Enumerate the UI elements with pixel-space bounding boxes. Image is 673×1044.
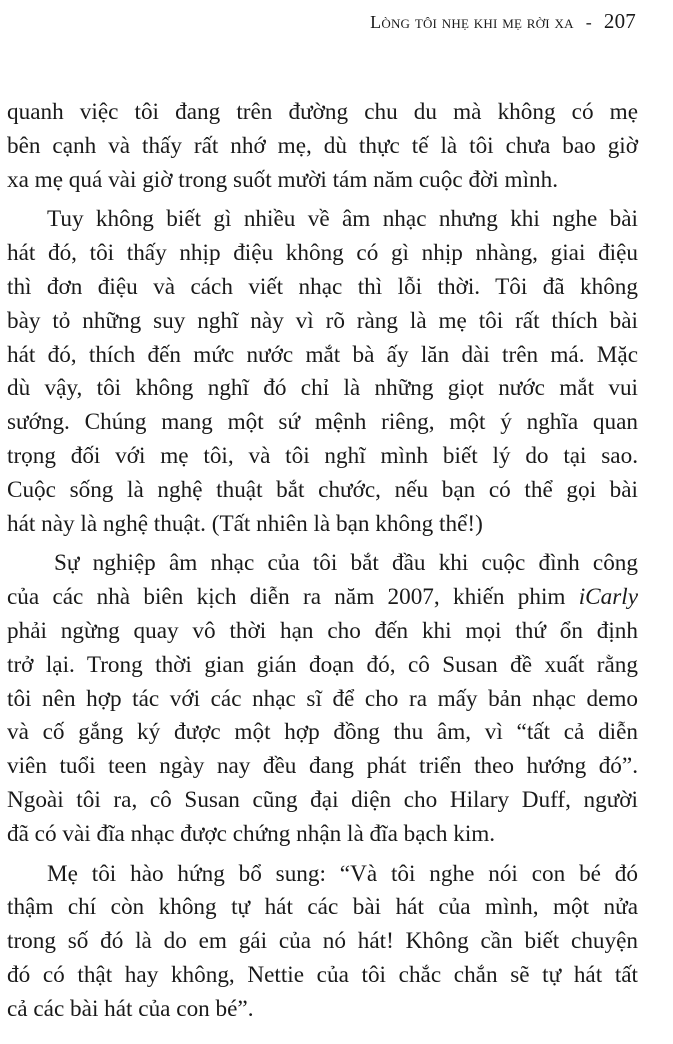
running-title: Lòng tôi nhẹ khi mẹ rời xa xyxy=(370,12,574,32)
text-line: Ngoài tôi ra, cô Susan cũng đại diện cho Hilary Duff, người xyxy=(7,786,638,813)
text-line xyxy=(7,581,638,615)
page-body xyxy=(7,96,638,1027)
text-line: hát này là nghệ thuật. (Tất nhiên là bạn không thể!) xyxy=(7,510,483,537)
text-line: trở lại. Trong thời gian gián đoạn đó, cô Susan đề xuất rằng xyxy=(7,651,638,678)
paragraph-4 xyxy=(7,858,638,1027)
text-line: đã có vài đĩa nhạc được chứng nhận là đĩa bạch kim. xyxy=(7,820,496,847)
text-line: viên tuổi teen ngày nay đều đang phát triển theo hướng đó”. xyxy=(7,753,638,780)
text-line: cả các bài hát của con bé”. xyxy=(7,995,254,1022)
text-line: sướng. Chúng mang một sứ mệnh riêng, một ý nghĩa quan xyxy=(7,409,638,436)
text-line: trọng đối với mẹ tôi, và tôi nghĩ mình biết lý do tại sao. xyxy=(7,442,638,469)
header-separator: - xyxy=(585,12,592,32)
text-line: hát đó, thích đến mức nước mắt bà ấy lăn dài trên má. Mặc xyxy=(7,341,638,368)
text-line: thậm chí còn không tự hát các bài hát của mình, một nửa xyxy=(7,894,638,921)
text-line: đó có thật hay không, Nettie của tôi chắc chắn sẽ tự hát tất xyxy=(7,961,638,988)
text-line: thì đơn điệu và cách viết nhạc thì lỗi thời. Tôi đã không xyxy=(7,273,638,300)
paragraph-3 xyxy=(7,547,638,851)
text-line: hát đó, tôi thấy nhịp điệu không có gì nhịp nhàng, giai điệu xyxy=(7,240,638,267)
text-line: bên cạnh và thấy rất nhớ mẹ, dù thực tế là tôi chưa bao giờ xyxy=(7,132,638,159)
text-line: quanh việc tôi đang trên đường chu du mà không có mẹ xyxy=(7,99,638,125)
text-line: Mẹ tôi hào hứng bổ sung: “Và tôi nghe nói con bé đó xyxy=(47,860,638,887)
italic-title: iCarly xyxy=(578,584,638,611)
text-segment: của các nhà biên kịch diễn ra năm 2007, khiến phim xyxy=(7,584,579,611)
text-line: xa mẹ quá vài giờ trong suốt mười tám năm cuộc đời mình. xyxy=(7,166,559,193)
text-line: trong số đó là do em gái của nó hát! Không cần biết chuyện xyxy=(7,928,638,955)
text-line: tôi nên hợp tác với các nhạc sĩ để cho ra mấy bản nhạc demo xyxy=(7,685,638,712)
text-line: dù vậy, tôi không nghĩ đó chỉ là những giọt nước mắt vui xyxy=(7,375,638,402)
running-header xyxy=(370,9,636,34)
text-line: Sự nghiệp âm nhạc của tôi bắt đầu khi cuộc đình công xyxy=(54,550,638,577)
text-line: bày tỏ những suy nghĩ này vì rõ ràng là mẹ tôi rất thích bài xyxy=(7,307,638,334)
text-line: phải ngừng quay vô thời hạn cho đến khi mọi thứ ổn định xyxy=(7,617,638,644)
text-line: và cố gắng ký được một hợp đồng thu âm, vì “tất cả diễn xyxy=(7,719,638,746)
text-line: Cuộc sống là nghệ thuật bắt chước, nếu bạn có thể gọi bài xyxy=(7,476,638,503)
page-number: 207 xyxy=(603,9,636,33)
paragraph-2 xyxy=(7,203,638,541)
paragraph-1 xyxy=(7,96,638,197)
text-line: Tuy không biết gì nhiều về âm nhạc nhưng khi nghe bài xyxy=(47,206,638,233)
